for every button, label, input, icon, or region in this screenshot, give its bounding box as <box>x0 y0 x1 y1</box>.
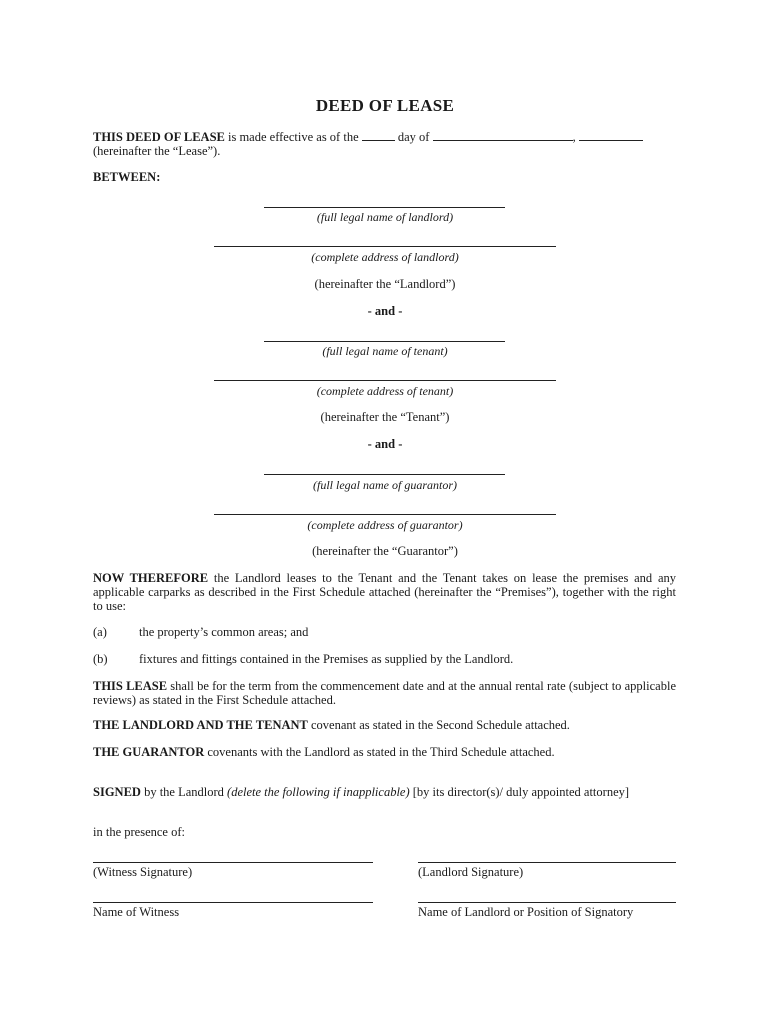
guarantor-name-caption: (full legal name of guarantor) <box>313 478 457 492</box>
and-separator-2: - and - <box>367 437 403 451</box>
between-text: BETWEEN: <box>93 170 161 184</box>
tenant-hereinafter: (hereinafter the “Tenant”) <box>320 410 450 424</box>
landlord-tenant-bold: THE LANDLORD AND THE TENANT <box>93 718 308 732</box>
now-therefore-bold: NOW THEREFORE <box>93 571 209 585</box>
and-separator-1: - and - <box>367 304 403 318</box>
intro-line-2: (hereinafter the “Lease”). <box>93 144 221 158</box>
signed-text-2: [by its director(s)/ duly appointed attorney] <box>409 785 630 799</box>
witness-name-label: Name of Witness <box>93 905 180 919</box>
this-lease-paragraph <box>93 679 676 707</box>
guarantor-address-line[interactable] <box>214 514 556 515</box>
item-a-text: the property’s common areas; and <box>139 625 309 639</box>
tenant-address-caption: (complete address of tenant) <box>316 384 454 398</box>
tenant-name-caption: (full legal name of tenant) <box>322 344 448 358</box>
landlord-hereinafter: (hereinafter the “Landlord”) <box>314 277 456 291</box>
day-blank[interactable] <box>362 129 395 141</box>
signed-text-1: by the Landlord <box>140 785 228 799</box>
item-b-text: fixtures and fittings contained in the Premises as supplied by the Landlord. <box>139 652 514 666</box>
now-therefore-paragraph <box>93 571 676 613</box>
witness-signature-line[interactable] <box>93 862 373 863</box>
intro-paragraph <box>93 129 676 158</box>
tenant-name-line[interactable] <box>264 341 505 342</box>
intro-bold: THIS DEED OF LEASE <box>93 130 225 144</box>
this-lease-text: shall be for the term from the commencement date and at the annual rental rate (subject to applicable reviews) as stated in the First Schedule attached. <box>93 679 676 707</box>
signed-italic: (delete the following if inapplicable) <box>227 785 410 799</box>
landlord-address-line[interactable] <box>214 246 556 247</box>
year-blank[interactable] <box>579 129 643 141</box>
intro-text-2: day of <box>394 130 433 144</box>
guarantor-name-line[interactable] <box>264 474 505 475</box>
guarantor-paragraph <box>93 745 676 759</box>
landlord-tenant-paragraph <box>93 718 676 732</box>
guarantor-hereinafter: (hereinafter the “Guarantor”) <box>312 544 458 558</box>
guarantor-text: covenants with the Landlord as stated in the Third Schedule attached. <box>204 745 555 759</box>
presence-text: in the presence of: <box>93 825 185 839</box>
month-blank[interactable] <box>433 129 573 141</box>
landlord-name-sign-line[interactable] <box>418 902 676 903</box>
document-title: DEED OF LEASE <box>315 96 455 115</box>
signed-bold: SIGNED <box>93 785 141 799</box>
landlord-name-label: Name of Landlord or Position of Signatory <box>418 905 634 919</box>
landlord-address-caption: (complete address of landlord) <box>311 250 459 264</box>
landlord-signature-label: (Landlord Signature) <box>418 865 524 879</box>
witness-signature-label: (Witness Signature) <box>93 865 193 879</box>
guarantor-address-caption: (complete address of guarantor) <box>307 518 463 532</box>
now-therefore-text: the Landlord leases to the Tenant and the Tenant takes on lease the premises and any applicable carparks as described in the First Schedule attached (hereinafter the “Premises”), together with the right to use: <box>93 571 676 613</box>
item-b-letter: (b) <box>93 652 108 666</box>
guarantor-bold: THE GUARANTOR <box>93 745 205 759</box>
intro-text-3: , <box>572 130 579 144</box>
between-label <box>93 170 676 184</box>
item-a-letter: (a) <box>93 625 107 639</box>
witness-name-line[interactable] <box>93 902 373 903</box>
signed-paragraph <box>93 785 676 799</box>
landlord-tenant-text: covenant as stated in the Second Schedule attached. <box>307 718 570 732</box>
landlord-signature-line[interactable] <box>418 862 676 863</box>
this-lease-bold: THIS LEASE <box>93 679 168 693</box>
landlord-name-line[interactable] <box>264 207 505 208</box>
landlord-name-caption: (full legal name of landlord) <box>316 210 454 224</box>
tenant-address-line[interactable] <box>214 380 556 381</box>
intro-text-1: is made effective as of the <box>224 130 362 144</box>
